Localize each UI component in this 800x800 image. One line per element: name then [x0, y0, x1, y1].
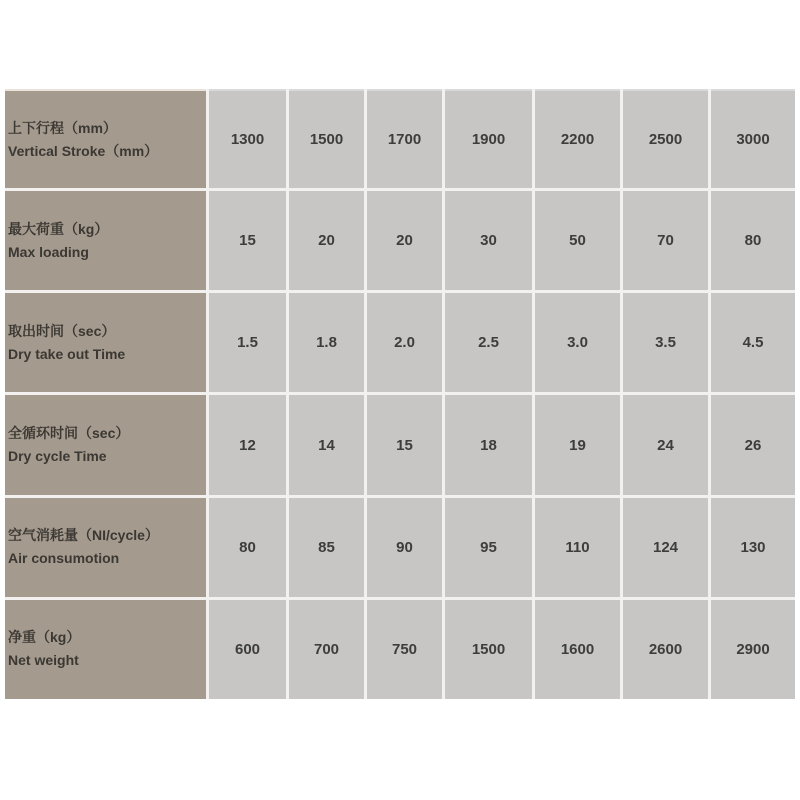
row-label-en: Dry cycle Time: [8, 448, 107, 465]
table-cell: 24: [623, 395, 708, 494]
row-label-zh: 上下行程（mm）: [8, 119, 117, 136]
table-cell: 95: [445, 498, 532, 597]
table-cell: 20: [367, 191, 442, 290]
table-cell: 750: [367, 600, 442, 699]
row-label-zh: 空气消耗量（NI/cycle）: [8, 527, 159, 544]
table-cell: 1.8: [289, 293, 364, 392]
row-header-cycle-time: [5, 395, 206, 494]
table-cell: 1500: [289, 89, 364, 188]
table-cell: 26: [711, 395, 795, 494]
table-cell: 2500: [623, 89, 708, 188]
row-label-en: Air consumotion: [8, 550, 120, 567]
table-cell: 3.5: [623, 293, 708, 392]
table-cell: 2.5: [445, 293, 532, 392]
table-cell: 30: [445, 191, 532, 290]
table-cell: 85: [289, 498, 364, 597]
table-cell: 2900: [711, 600, 795, 699]
table-cell: 2200: [535, 89, 620, 188]
row-label-zh: 全循环时间（sec）: [8, 425, 130, 442]
table-cell: 18: [445, 395, 532, 494]
row-header-max-loading: [5, 191, 206, 290]
table-cell: 3.0: [535, 293, 620, 392]
table-cell: 70: [623, 191, 708, 290]
table-cell: 3000: [711, 89, 795, 188]
table-cell: 1300: [209, 89, 286, 188]
table-cell: 4.5: [711, 293, 795, 392]
row-label-zh: 最大荷重（kg）: [8, 220, 109, 237]
table-cell: 1700: [367, 89, 442, 188]
row-header-air-consumption: [5, 498, 206, 597]
table-cell: 1900: [445, 89, 532, 188]
row-header-vertical-stroke: [5, 89, 206, 188]
table-cell: 700: [289, 600, 364, 699]
table-cell: 110: [535, 498, 620, 597]
table-cell: 80: [209, 498, 286, 597]
row-label-en: Vertical Stroke（mm）: [8, 142, 159, 159]
table-cell: 90: [367, 498, 442, 597]
table-cell: 20: [289, 191, 364, 290]
table-cell: 1600: [535, 600, 620, 699]
table-cell: 1500: [445, 600, 532, 699]
table-cell: 130: [711, 498, 795, 597]
table-cell: 12: [209, 395, 286, 494]
row-label-en: Max loading: [8, 243, 89, 260]
table-cell: 80: [711, 191, 795, 290]
table-cell: 50: [535, 191, 620, 290]
spec-table: [5, 89, 795, 699]
table-cell: 124: [623, 498, 708, 597]
row-label-en: Net weight: [8, 652, 79, 669]
table-cell: 15: [209, 191, 286, 290]
row-label-zh: 净重（kg）: [8, 629, 81, 646]
row-header-take-out-time: [5, 293, 206, 392]
table-cell: 19: [535, 395, 620, 494]
table-cell: 15: [367, 395, 442, 494]
table-cell: 600: [209, 600, 286, 699]
table-cell: 14: [289, 395, 364, 494]
row-header-net-weight: [5, 600, 206, 699]
table-cell: 2600: [623, 600, 708, 699]
table-cell: 1.5: [209, 293, 286, 392]
table-cell: 2.0: [367, 293, 442, 392]
row-label-zh: 取出时间（sec）: [8, 322, 116, 339]
row-label-en: Dry take out Time: [8, 345, 126, 362]
